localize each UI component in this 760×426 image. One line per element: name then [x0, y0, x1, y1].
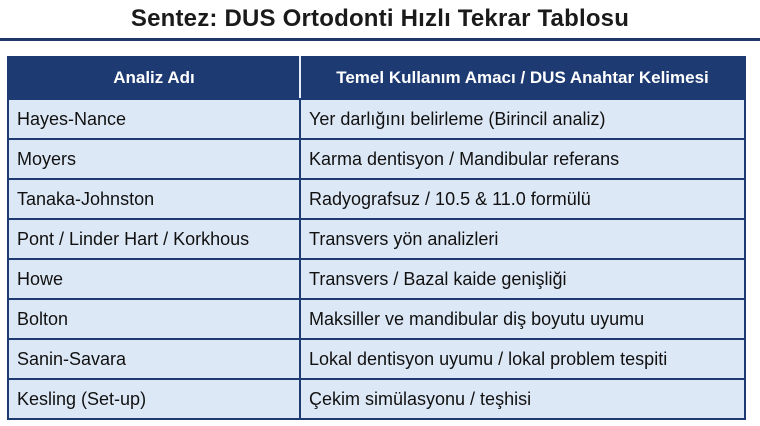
- analysis-name-cell: Pont / Linder Hart / Korkhous: [8, 219, 300, 259]
- table-row: [8, 179, 745, 219]
- purpose-cell: Lokal dentisyon uyumu / lokal problem tespiti: [300, 339, 745, 379]
- page-title: Sentez: DUS Ortodonti Hızlı Tekrar Tablosu: [130, 5, 630, 32]
- purpose-cell: Transvers yön analizleri: [300, 219, 745, 259]
- analysis-name-cell: Howe: [8, 259, 300, 299]
- table-row: [8, 379, 745, 419]
- analysis-name-cell: Kesling (Set-up): [8, 379, 300, 419]
- table-body: [8, 99, 745, 419]
- table-row: [8, 139, 745, 179]
- analysis-name-cell: Tanaka-Johnston: [8, 179, 300, 219]
- purpose-cell: Transvers / Bazal kaide genişliği: [300, 259, 745, 299]
- analysis-name-cell: Moyers: [8, 139, 300, 179]
- purpose-cell: Karma dentisyon / Mandibular referans: [300, 139, 745, 179]
- table-header-row: [8, 57, 745, 99]
- summary-table: [7, 56, 746, 420]
- column-header-purpose-keyword: Temel Kullanım Amacı / DUS Anahtar Kelimesi: [300, 57, 745, 99]
- table-header: [8, 57, 745, 99]
- summary-table-container: [7, 56, 744, 420]
- purpose-cell: Radyografsuz / 10.5 & 11.0 formülü: [300, 179, 745, 219]
- title-divider: [0, 38, 760, 41]
- table-row: [8, 339, 745, 379]
- analysis-name-cell: Sanin-Savara: [8, 339, 300, 379]
- analysis-name-cell: Hayes-Nance: [8, 99, 300, 139]
- column-header-analysis-name: Analiz Adı: [8, 57, 300, 99]
- purpose-cell: Çekim simülasyonu / teşhisi: [300, 379, 745, 419]
- table-row: [8, 99, 745, 139]
- table-row: [8, 299, 745, 339]
- purpose-cell: Maksiller ve mandibular diş boyutu uyumu: [300, 299, 745, 339]
- analysis-name-cell: Bolton: [8, 299, 300, 339]
- table-row: [8, 219, 745, 259]
- table-row: [8, 259, 745, 299]
- purpose-cell: Yer darlığını belirleme (Birincil analiz): [300, 99, 745, 139]
